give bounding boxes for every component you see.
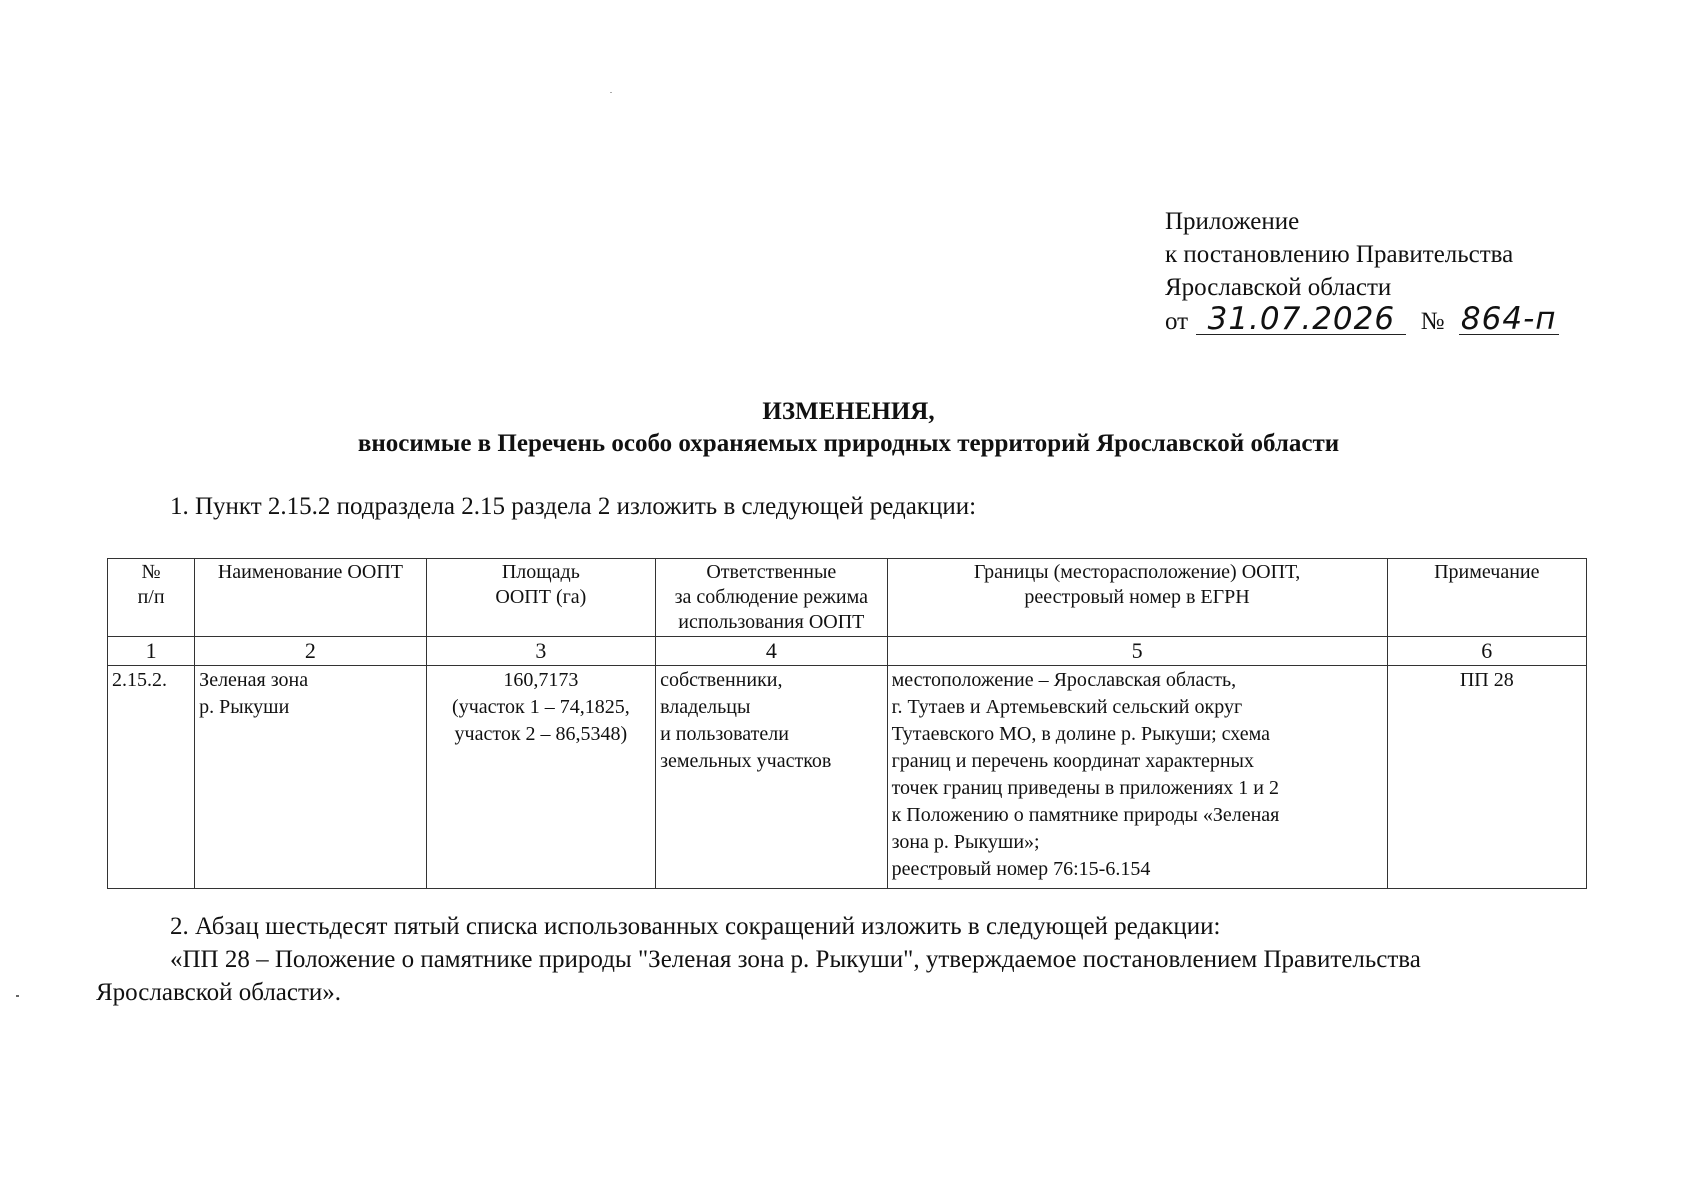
- appendix-line-2: к постановлению Правительства: [1165, 241, 1514, 268]
- item-2-text: 2. Абзац шестьдесят пятый списка использованных сокращений изложить в следующей редакции:: [170, 913, 1221, 940]
- cell-note: ПП 28: [1387, 666, 1586, 889]
- scan-artifact: [610, 92, 612, 93]
- column-number: 2: [195, 637, 426, 666]
- cell-name: Зеленая зона р. Рыкуши: [195, 666, 426, 889]
- cell-area: 160,7173 (участок 1 – 74,1825, участок 2 – 86,5348): [426, 666, 655, 889]
- handwritten-number: 864-п: [1459, 304, 1559, 335]
- scan-artifact: [16, 995, 19, 997]
- date-prefix: от: [1165, 308, 1189, 335]
- cell-bounds: местоположение – Ярославская область, г. Тутаев и Артемьевский сельский округ Тутаевского МО, в долине р. Рыкуши; схема границ и перечень координат характерных точек границ приведены в приложениях 1 и 2 к Положению о памятнике природы «Зеленая зона р. Рыкуши»; реестровый номер 76:15-6.154: [887, 666, 1387, 889]
- number-prefix: №: [1420, 308, 1445, 335]
- oopt-table: [107, 558, 1587, 889]
- header-bounds: Границы (месторасположение) ООПТ, реестровый номер в ЕГРН: [887, 559, 1387, 637]
- table-header-row: [108, 559, 1587, 637]
- document-subtitle: вносимые в Перечень особо охраняемых природных территорий Ярославской области: [357, 430, 1340, 457]
- document-title: ИЗМЕНЕНИЯ,: [762, 398, 935, 425]
- item-1-text: 1. Пункт 2.15.2 подраздела 2.15 раздела 2 изложить в следующей редакции:: [170, 493, 977, 520]
- appendix-line-1: Приложение: [1165, 208, 1300, 235]
- cell-responsible: собственники, владельцы и пользователи земельных участков: [656, 666, 887, 889]
- handwritten-date: 31.07.2026: [1196, 304, 1406, 335]
- header-name: Наименование ООПТ: [195, 559, 426, 637]
- column-number: 1: [108, 637, 195, 666]
- header-note: Примечание: [1387, 559, 1586, 637]
- cell-num: 2.15.2.: [108, 666, 195, 889]
- item-2-quote-line-2: Ярославской области».: [96, 979, 342, 1006]
- column-number-row: [108, 637, 1587, 666]
- column-number: 5: [887, 637, 1387, 666]
- appendix-line-3: Ярославской области: [1165, 274, 1392, 301]
- table-row: [108, 666, 1587, 889]
- appendix-date-number-line: [1165, 301, 1559, 338]
- appendix-block: [1165, 205, 1559, 338]
- item-2-quote-line-1: «ПП 28 – Положение о памятнике природы "Зеленая зона р. Рыкуши", утверждаемое постановлением Правительства: [170, 946, 1421, 973]
- column-number: 3: [426, 637, 655, 666]
- header-num: № п/п: [108, 559, 195, 637]
- column-number: 6: [1387, 637, 1586, 666]
- header-area: Площадь ООПТ (га): [426, 559, 655, 637]
- column-number: 4: [656, 637, 887, 666]
- header-responsible: Ответственные за соблюдение режима использования ООПТ: [656, 559, 887, 637]
